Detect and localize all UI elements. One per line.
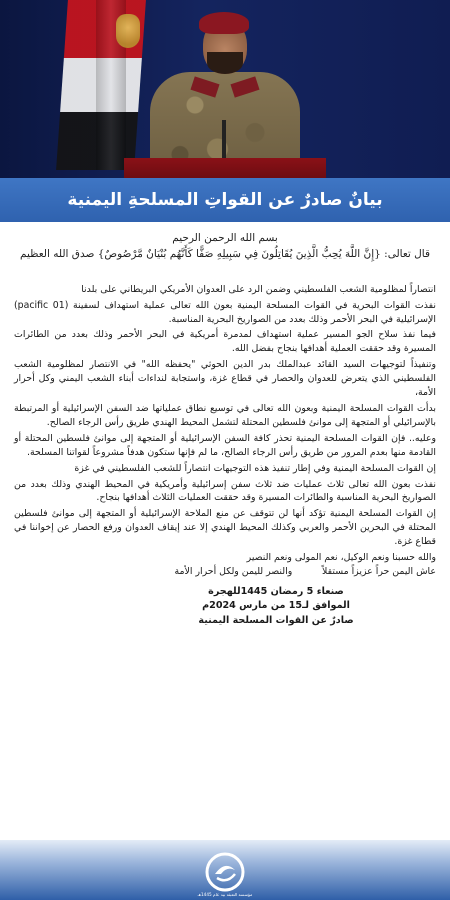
eagle-emblem-icon [116,14,140,48]
issuer: صادرٌ عن القوات المسلحة اليمنية [198,614,354,626]
closing-line: والله حسبنا ونعم الوكيل، نعم المولى ونعم النصير [246,552,436,564]
signature-block [176,585,376,628]
date-gregorian: الموافق لـ15 من مارس 2024م [202,600,350,612]
header-photo [0,0,450,178]
quran-verse: قال تعالى: {إِنَّ اللَّهَ يُحِبُّ الَّذِينَ يُقَاتِلُونَ فِي سَبِيلِهِ صَفًّا كَأَنَّهُم بُنْيَانٌ مَّرْصُوصٌ} صدق الله العظيم [19,248,431,260]
microphone-icon [222,120,226,160]
paragraph: وعليه.. فإن القوات المسلحة اليمنية تحذر كافة السفن الإسرائيلية أو المتجهة إلى موانئ فلسطين المحتلة أو القادمة منها بعدم المرور من طريق رأس الرجاء الصالح، ما لم فإنها ستكون هدفاً مشروعاً لقواتنا المسلحة. [14,432,436,458]
paragraph: وتنفيذاً لتوجيهات السيد القائد عبدالملك بدر الدين الحوثي "يحفظه الله" في الانتصار لمظلومية الشعب الفلسطيني الذي يتعرض للعدوان والحصار في قطاع غزة، واستجابة لنداءات أبناء الشعب اليمني وكل أحرار الأمة، [14,359,436,399]
paragraph: إن القوات المسلحة اليمنية تؤكد أنها لن تتوقف عن منع الملاحة الإسرائيلية أو المتجهة إلى موانئ فلسطين المحتلة في البحرين الأحمر والعربي وكذلك المحيط الهندي إلا عند إيقاف العدوان ورفع الحصار عن إخواننا في قطاع غزة. [14,508,436,548]
armed-forces-media-logo-icon [205,852,245,892]
logo-caption: مؤسسة التعبئة بيد عام 1445هـ [197,892,253,897]
speaker-beret [199,12,249,34]
paragraph: بدأت القوات المسلحة اليمنية وبعون الله تعالى في توسيع نطاق عملياتها ضد السفن الإسرائيلية أو المرتبطة بالإسرائيلي أو المتجهة إلى موانئ فلسطين المحتلة لتشمل المحيط الهندي طريق رأس الرجاء الصالح. [14,403,436,428]
paragraph: نفذت القوات البحرية في القوات المسلحة اليمنية بعون الله تعالى عملية استهداف لسفينة (pacific 01) الإسرائيلية في البحر الأحمر وذلك بعدد من الصواريخ البحرية المناسبة. [14,299,436,325]
paragraph: إن القوات المسلحة اليمنية وفي إطار تنفيذ هذه التوجيهات انتصاراً للشعب الفلسطيني في غزة [74,462,436,474]
paragraph: فيما نفذ سلاح الجو المسير عملية استهداف لمدمرة أمريكية في البحر الأحمر وذلك بعدد من الطائرات المسيرة وقد حققت العملية أهدافها بنجاح بفضل الله. [14,329,436,355]
statement-body [0,222,450,840]
page-title: بيانٌ صادرٌ عن القواتِ المسلحةِ اليمنية [67,190,383,210]
paragraph: نفذت بعون الله تعالى ثلاث عمليات ضد ثلاث سفن إسرائيلية وأمريكية في المحيط الهندي وذلك بعدد من الصواريخ البحرية المناسبة والطائرات المسيرة وقد حققت العمليات الثلاث أهدافها بنجاح. [14,478,436,504]
closing-line: عاش اليمن حراً عزيزاً مستقلاً والنصر لليمن ولكل أحرار الأمة [174,565,436,577]
date-hijri: صنعاء 5 رمضان 1445للهجرة [208,585,344,597]
title-band [0,178,450,222]
paragraph: انتصاراً لمظلومية الشعب الفلسطيني وضمن الرد على العدوان الأمريكي البريطاني على بلدنا [81,283,436,295]
podium [124,158,326,178]
basmala: بسم الله الرحمن الرحيم [172,232,278,244]
